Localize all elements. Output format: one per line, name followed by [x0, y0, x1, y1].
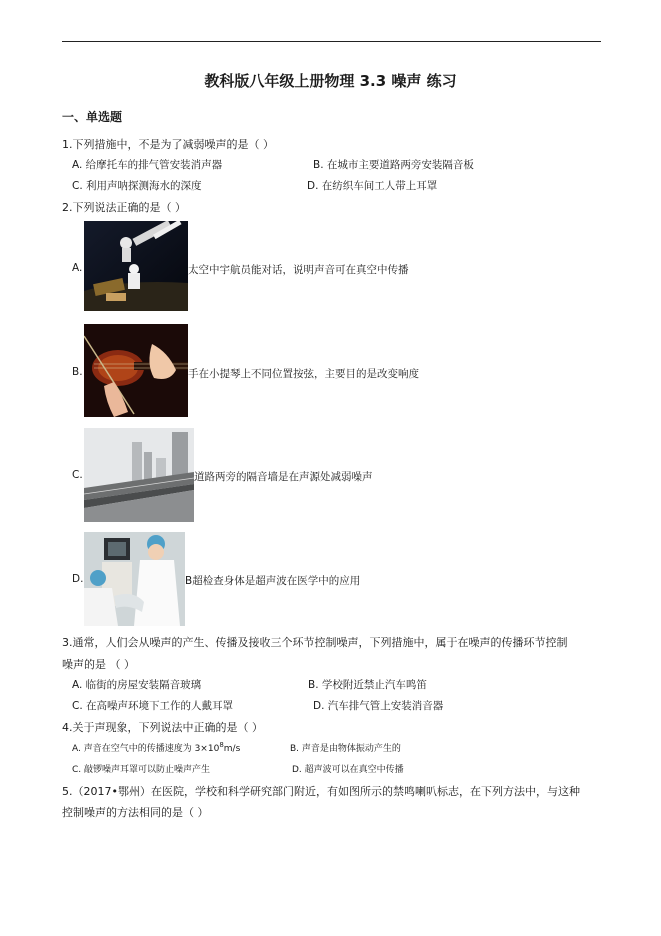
q3-stem-line1: 3.通常，人们会从噪声的产生、传播及接收三个环节控制噪声，下列措施中，属于在噪声的传播环节控制	[62, 636, 568, 649]
q3-option-b[interactable]: B. 学校附近禁止汽车鸣笛	[308, 679, 427, 691]
q4-option-c[interactable]: C. 敲锣噪声耳罩可以防止噪声产生	[72, 765, 211, 775]
q2-option-c-label[interactable]: C.	[72, 469, 83, 481]
q4-option-a-exponent: 8	[219, 741, 224, 749]
page-title: 教科版八年级上册物理 3.3 噪声 练习	[204, 72, 457, 90]
q5-stem-line2: 控制噪声的方法相同的是（ ）	[62, 806, 209, 819]
q2-option-d-text[interactable]: B超检查身体是超声波在医学中的应用	[185, 575, 361, 587]
astronaut-photo	[84, 221, 188, 311]
q1-option-b[interactable]: B. 在城市主要道路两旁安装隔音板	[313, 159, 474, 171]
q3-option-c[interactable]: C. 在高噪声环境下工作的人戴耳罩	[72, 700, 234, 712]
q1-option-a[interactable]: A. 给摩托车的排气管安装消声器	[72, 159, 223, 171]
q4-stem: 4.关于声现象，下列说法中正确的是（ ）	[62, 721, 263, 734]
q3-stem-line2: 噪声的是 （ ）	[62, 658, 135, 671]
top-rule	[62, 41, 601, 42]
section-heading: 一、单选题	[62, 110, 123, 124]
ultrasound-photo	[84, 532, 185, 626]
q5-stem-line1: 5.（2017•鄂州）在医院，学校和科学研究部门附近，有如图所示的禁鸣喇叭标志，在下列方法中，与这种	[62, 785, 580, 798]
q1-option-d[interactable]: D. 在纺织车间工人带上耳罩	[307, 180, 438, 192]
q2-option-b-label[interactable]: B.	[72, 366, 83, 378]
q3-option-a[interactable]: A. 临街的房屋安装隔音玻璃	[72, 679, 202, 691]
q2-option-d-label[interactable]: D.	[72, 573, 84, 585]
q4-option-d[interactable]: D. 超声波可以在真空中传播	[292, 765, 404, 775]
q2-option-c-text[interactable]: 道路两旁的隔音墙是在声源处减弱噪声	[194, 471, 373, 483]
q2-option-a-text[interactable]: 太空中宇航员能对话，说明声音可在真空中传播	[188, 264, 409, 276]
noise-barrier-photo	[84, 428, 194, 522]
q2-option-b-text[interactable]: 手在小提琴上不同位置按弦，主要目的是改变响度	[188, 368, 419, 380]
q2-stem: 2.下列说法正确的是（ ）	[62, 201, 186, 214]
q1-stem: 1.下列措施中，不是为了减弱噪声的是（ ）	[62, 138, 274, 151]
q4-option-a-text: A. 声音在空气中的传播速度为 3×10	[72, 744, 220, 754]
q4-option-a[interactable]	[72, 741, 240, 754]
violin-photo	[84, 324, 188, 417]
q4-option-a-unit: m/s	[223, 744, 241, 754]
q4-option-b[interactable]: B. 声音是由物体振动产生的	[290, 744, 401, 754]
q3-option-d[interactable]: D. 汽车排气管上安装消音器	[313, 700, 444, 712]
q2-option-a-label[interactable]: A.	[72, 262, 83, 274]
q1-option-c[interactable]: C. 利用声呐探测海水的深度	[72, 180, 202, 192]
